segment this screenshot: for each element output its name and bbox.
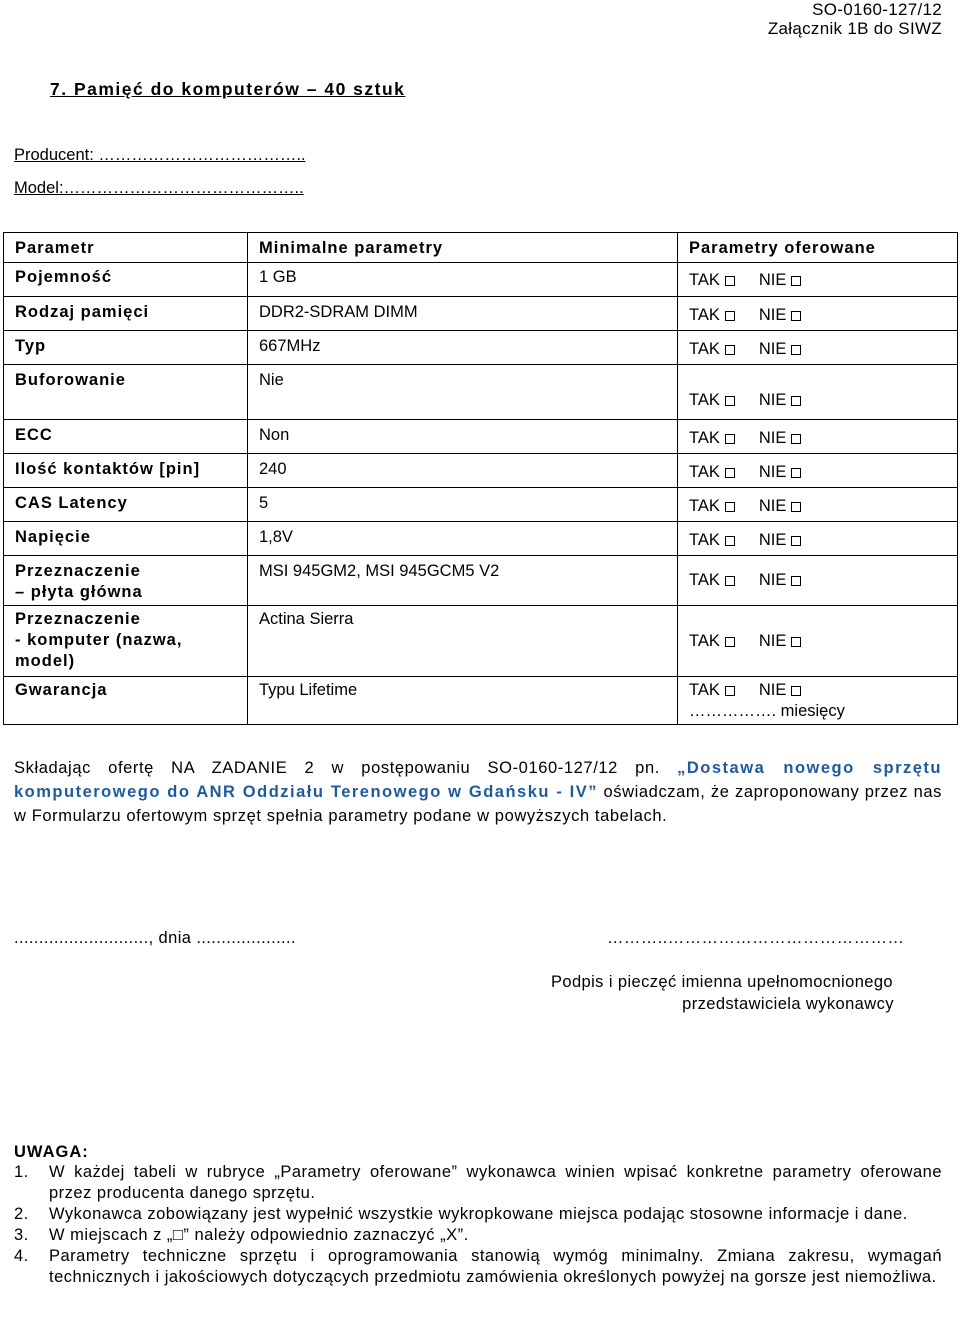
yes-label: TAK <box>689 340 720 358</box>
note-item <box>14 1162 942 1204</box>
note-number: 4. <box>14 1247 29 1265</box>
offered-choice <box>678 297 958 331</box>
no-label: NIE <box>758 632 787 650</box>
no-label: NIE <box>758 391 787 409</box>
signature-line[interactable]: ………..…………………………………… <box>607 929 905 947</box>
yes-label: TAK <box>689 632 720 650</box>
no-checkbox[interactable] <box>791 311 801 321</box>
no-checkbox[interactable] <box>791 276 801 286</box>
declaration-text-end: oświadczam, że zaproponowany przez nas w Formularzu ofertowym sprzęt spełnia parametry podane w powyższych tabelach. <box>14 783 942 825</box>
param-name: Pojemność <box>4 263 248 297</box>
note-item <box>14 1204 942 1225</box>
yes-label: TAK <box>689 463 720 481</box>
no-checkbox[interactable] <box>791 536 801 546</box>
offered-choice <box>678 522 958 556</box>
no-label: NIE <box>758 531 787 549</box>
document-number: SO-0160-127/12 <box>812 0 942 19</box>
no-label: NIE <box>758 271 787 289</box>
no-checkbox[interactable] <box>791 434 801 444</box>
notes-list <box>14 1162 942 1288</box>
param-min-value: DDR2-SDRAM DIMM <box>248 297 678 331</box>
section-title: 7. Pamięć do komputerów – 40 sztuk <box>50 79 406 99</box>
note-number: 3. <box>14 1226 29 1244</box>
no-label: NIE <box>758 497 787 515</box>
no-label: NIE <box>758 429 787 447</box>
yes-checkbox[interactable] <box>725 468 735 478</box>
offered-choice <box>678 488 958 522</box>
declaration-text: Składając ofertę NA ZADANIE 2 w postępowaniu SO-0160-127/12 pn. <box>14 759 678 777</box>
producer-field[interactable]: Producent: ……………………………….. <box>14 146 306 164</box>
no-checkbox[interactable] <box>791 468 801 478</box>
param-name: ECC <box>4 420 248 454</box>
param-name: CAS Latency <box>4 488 248 522</box>
warranty-months-field[interactable]: ……………. miesięcy <box>689 702 845 720</box>
offered-choice <box>678 677 958 725</box>
yes-checkbox[interactable] <box>725 536 735 546</box>
note-item <box>14 1246 942 1288</box>
param-name <box>4 606 248 677</box>
yes-label: TAK <box>689 271 720 289</box>
table-row <box>4 420 958 454</box>
note-number: 2. <box>14 1205 29 1223</box>
param-min-value: Actina Sierra <box>248 606 678 677</box>
note-number: 1. <box>14 1163 29 1181</box>
yes-label: TAK <box>689 681 720 699</box>
param-min-value: 1 GB <box>248 263 678 297</box>
param-min-value: 5 <box>248 488 678 522</box>
no-checkbox[interactable] <box>791 576 801 586</box>
param-name <box>4 556 248 606</box>
no-checkbox[interactable] <box>791 396 801 406</box>
yes-checkbox[interactable] <box>725 434 735 444</box>
yes-label: TAK <box>689 306 720 324</box>
attachment-label: Załącznik 1B do SIWZ <box>767 19 942 38</box>
offered-choice <box>678 420 958 454</box>
table-row <box>4 297 958 331</box>
note-item <box>14 1225 942 1246</box>
offered-choice <box>678 606 958 677</box>
model-field[interactable]: Model:…………………………………….. <box>14 179 304 197</box>
yes-checkbox[interactable] <box>725 686 735 696</box>
table-row <box>4 556 958 606</box>
yes-label: TAK <box>689 531 720 549</box>
offered-choice <box>678 263 958 297</box>
no-label: NIE <box>758 681 787 699</box>
param-name-line: - komputer (nazwa, <box>15 631 183 649</box>
header-min-params: Minimalne parametry <box>248 233 678 263</box>
place-date-field[interactable]: ..........................., dnia .................... <box>14 929 297 947</box>
yes-label: TAK <box>689 391 720 409</box>
param-min-value: 240 <box>248 454 678 488</box>
param-min-value: 667MHz <box>248 331 678 365</box>
tender-name: „Dostawa nowego sprzętu komputerowego do ANR Oddziału Terenowego w Gdańsku - IV” <box>14 759 942 801</box>
no-label: NIE <box>758 340 787 358</box>
no-checkbox[interactable] <box>791 637 801 647</box>
param-min-value: Non <box>248 420 678 454</box>
table-row <box>4 488 958 522</box>
no-label: NIE <box>758 306 787 324</box>
no-checkbox[interactable] <box>791 686 801 696</box>
param-name-line: model) <box>15 652 76 670</box>
yes-checkbox[interactable] <box>725 276 735 286</box>
table-row <box>4 263 958 297</box>
declaration-paragraph <box>14 756 942 828</box>
table-row <box>4 522 958 556</box>
yes-label: TAK <box>689 571 720 589</box>
spec-table <box>3 232 958 725</box>
no-checkbox[interactable] <box>791 502 801 512</box>
param-min-value: 1,8V <box>248 522 678 556</box>
yes-checkbox[interactable] <box>725 396 735 406</box>
signature-caption-line1: Podpis i pieczęć imienna upełnomocnionego <box>550 973 894 991</box>
param-name: Rodzaj pamięci <box>4 297 248 331</box>
note-text: Wykonawca zobowiązany jest wypełnić wszystkie wykropkowane miejsca podając stosowne informacje i dane. <box>49 1205 908 1223</box>
yes-checkbox[interactable] <box>725 345 735 355</box>
offered-choice <box>678 556 958 606</box>
param-name-line: Przeznaczenie <box>15 610 141 628</box>
param-name: Ilość kontaktów [pin] <box>4 454 248 488</box>
param-name: Buforowanie <box>4 365 248 420</box>
offered-choice <box>678 331 958 365</box>
no-label: NIE <box>758 463 787 481</box>
yes-label: TAK <box>689 429 720 447</box>
offered-choice <box>678 365 958 420</box>
signature-caption-line2: przedstawiciela wykonawcy <box>682 995 894 1013</box>
notes-heading: UWAGA: <box>14 1143 89 1161</box>
note-text: W każdej tabeli w rubryce „Parametry oferowane” wykonawca winien wpisać konkretne parametry oferowane przez producenta danego sprzętu. <box>49 1163 942 1202</box>
param-min-value: Nie <box>248 365 678 420</box>
table-row <box>4 606 958 677</box>
yes-checkbox[interactable] <box>725 311 735 321</box>
table-row <box>4 454 958 488</box>
yes-checkbox[interactable] <box>725 502 735 512</box>
note-text: W miejscach z „□” należy odpowiednio zaznaczyć „X”. <box>49 1226 469 1244</box>
no-label: NIE <box>758 571 787 589</box>
param-name-line: Przeznaczenie <box>15 562 141 580</box>
no-checkbox[interactable] <box>791 345 801 355</box>
param-min-value: Typu Lifetime <box>248 677 678 725</box>
param-name: Typ <box>4 331 248 365</box>
table-row <box>4 365 958 420</box>
param-min-value: MSI 945GM2, MSI 945GCM5 V2 <box>248 556 678 606</box>
yes-label: TAK <box>689 497 720 515</box>
yes-checkbox[interactable] <box>725 637 735 647</box>
yes-checkbox[interactable] <box>725 576 735 586</box>
header-parameter: Parametr <box>4 233 248 263</box>
header-offered-params: Parametry oferowane <box>678 233 958 263</box>
param-name: Napięcie <box>4 522 248 556</box>
note-text: Parametry techniczne sprzętu i oprogramowania stanowią wymóg minimalny. Zmiana zakresu, wymagań technicznych i jakościowych dotyczących przedmiotu zamówienia określonych powyżej na gorsze jest niemożliwa. <box>49 1247 942 1286</box>
param-name-line: – płyta główna <box>15 583 143 601</box>
table-row <box>4 331 958 365</box>
offered-choice <box>678 454 958 488</box>
param-name: Gwarancja <box>4 677 248 725</box>
table-row <box>4 677 958 725</box>
